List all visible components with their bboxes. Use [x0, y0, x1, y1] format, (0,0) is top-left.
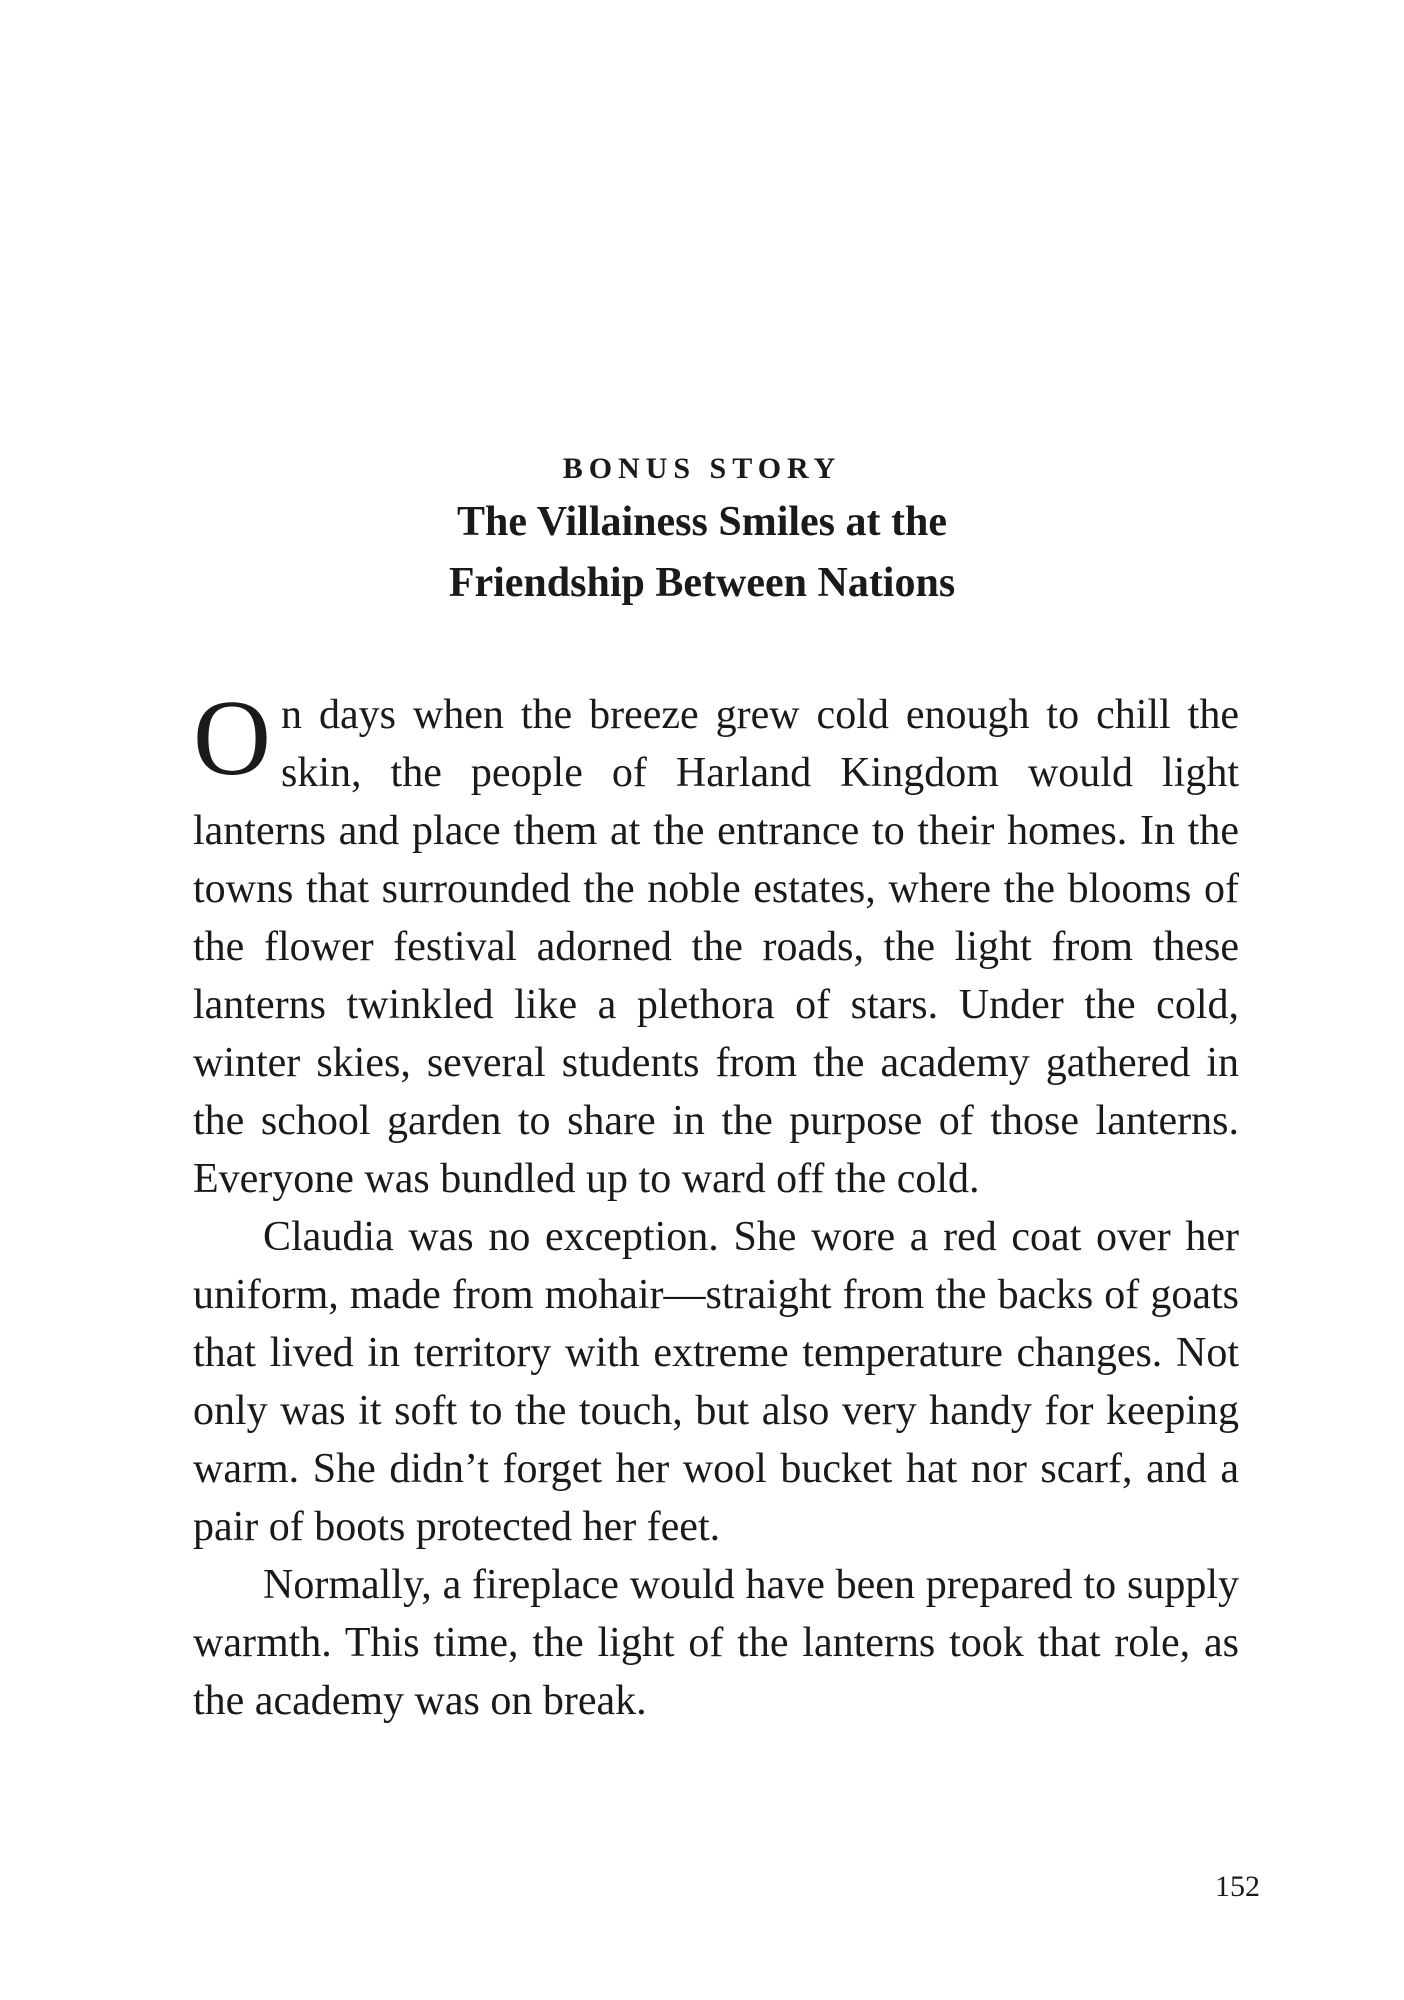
body-text: [193, 679, 1239, 1730]
paragraph-1-text: n days when the breeze grew cold enough to chill the skin, the people of Harland Kingdom would light lanterns and place them at the entrance to their homes. In the towns that surrounded the noble estates, where the blooms of the flower festival adorned the roads, the light from these lanterns twinkled like a plethora of stars. Under the cold, winter skies, several students from the academy gathered in the school garden to share in the purpose of those lanterns. Everyone was bundled up to ward off the cold.: [193, 692, 1239, 1202]
chapter-title: [0, 492, 1404, 614]
page-number: 152: [1215, 1870, 1260, 1903]
paragraph-1: [193, 679, 1239, 1208]
drop-cap: O: [193, 679, 271, 798]
paragraph-3: Normally, a fireplace would have been prepared to supply warmth. This time, the light of the lanterns took that role, as the academy was on break.: [193, 1562, 1239, 1724]
paragraph-2: Claudia was no exception. She wore a red coat over her uniform, made from mohair—straight from the backs of goats that lived in territory with extreme temperature changes. Not only was it soft to the touch, but also very handy for keeping warm. She didn’t forget her wool bucket hat nor scarf, and a pair of boots protected her feet.: [193, 1214, 1239, 1550]
chapter-title-line-2: Friendship Between Nations: [448, 560, 956, 606]
chapter-title-line-1: The Villainess Smiles at the: [456, 499, 948, 545]
section-kicker: BONUS STORY: [562, 452, 842, 485]
